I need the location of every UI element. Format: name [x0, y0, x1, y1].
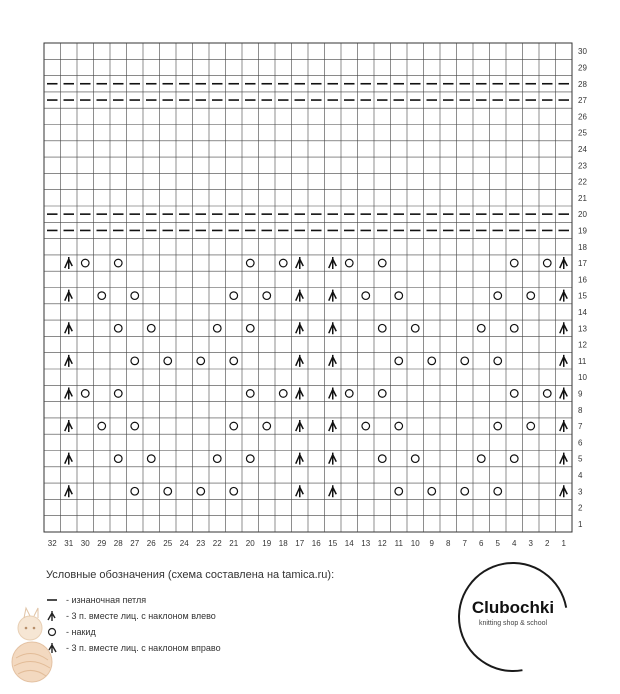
row-label: 3	[578, 487, 583, 497]
row-label: 23	[578, 161, 587, 171]
legend-label: - 3 п. вместе лиц. с наклоном вправо	[66, 643, 221, 653]
column-label: 9	[429, 539, 434, 548]
column-label: 16	[311, 539, 321, 548]
column-label: 17	[295, 539, 305, 548]
column-label: 28	[113, 539, 123, 548]
row-label: 10	[578, 373, 587, 383]
column-label: 14	[344, 539, 354, 548]
row-label: 11	[578, 356, 587, 366]
row-label: 19	[578, 226, 587, 236]
legend-label: - изнаночная петля	[66, 595, 147, 605]
column-label: 8	[446, 539, 451, 548]
row-label: 6	[578, 438, 583, 448]
row-label: 18	[578, 242, 587, 252]
row-label: 29	[578, 63, 587, 73]
row-label: 17	[578, 259, 587, 269]
row-label: 20	[578, 210, 587, 220]
legend-label: - накид	[66, 627, 96, 637]
row-label: 1	[578, 519, 583, 529]
row-label: 27	[578, 96, 587, 106]
row-label: 13	[578, 324, 587, 334]
row-label: 24	[578, 144, 587, 154]
column-label: 24	[179, 539, 189, 548]
column-label: 11	[394, 539, 403, 548]
column-label: 5	[495, 539, 500, 548]
column-label: 6	[479, 539, 484, 548]
column-label: 23	[196, 539, 206, 548]
column-label: 20	[245, 539, 255, 548]
column-label: 19	[262, 539, 272, 548]
row-label: 14	[578, 307, 587, 317]
brand-name: Clubochki	[471, 598, 555, 617]
column-label: 32	[47, 539, 57, 548]
column-label: 1	[561, 539, 566, 548]
legend-title: Условные обозначения (схема составлена на tamica.ru):	[46, 569, 335, 581]
column-label: 3	[528, 539, 533, 548]
row-label: 25	[578, 128, 587, 138]
legend-label: - 3 п. вместе лиц. с наклоном влево	[66, 611, 216, 621]
column-label: 2	[545, 539, 550, 548]
row-label: 7	[578, 422, 583, 432]
column-label: 10	[410, 539, 420, 548]
column-label: 22	[212, 539, 222, 548]
brand-tagline: knitting shop & school	[478, 620, 548, 627]
column-label: 27	[130, 539, 140, 548]
legend-item-k3tog-right	[42, 640, 221, 656]
column-label: 30	[80, 539, 90, 548]
column-label: 21	[229, 539, 239, 548]
row-label: 2	[578, 503, 583, 513]
column-label: 29	[97, 539, 107, 548]
column-label: 4	[512, 539, 517, 548]
column-label: 25	[163, 539, 173, 548]
row-label: 8	[578, 405, 583, 415]
row-label: 4	[578, 470, 583, 480]
row-label: 28	[578, 79, 587, 89]
row-label: 5	[578, 454, 583, 464]
column-label: 15	[328, 539, 338, 548]
legend-item-k3tog-left	[42, 608, 216, 624]
brand-logo	[458, 562, 568, 672]
column-label: 7	[462, 539, 467, 548]
column-label: 13	[361, 539, 371, 548]
row-label: 22	[578, 177, 587, 187]
column-label: 12	[377, 539, 387, 548]
yarn-ball-illustration	[4, 600, 60, 684]
row-label: 16	[578, 275, 587, 285]
row-label: 15	[578, 291, 587, 301]
column-label: 26	[146, 539, 156, 548]
row-label: 21	[578, 193, 587, 203]
row-label: 9	[578, 389, 583, 399]
column-label: 31	[64, 539, 74, 548]
column-label: 18	[278, 539, 288, 548]
row-label: 26	[578, 112, 587, 122]
row-label: 12	[578, 340, 587, 350]
row-label: 30	[578, 47, 587, 57]
